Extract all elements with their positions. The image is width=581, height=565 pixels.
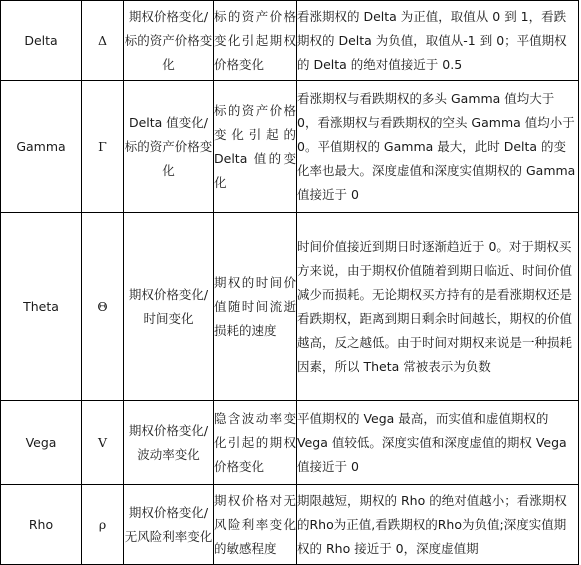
meaning-cell: 期权价格对无风险利率变化的敏感程度 (214, 485, 297, 565)
definition-cell: Delta 值变化/标的资产价格变化 (124, 81, 214, 213)
table-row (1, 401, 579, 485)
greek-symbol-cell: Δ (82, 1, 124, 81)
notes-cell: 看涨期权的 Delta 为正值，取值从 0 到 1，看跌期权的 Delta 为负值，取值从-1 到 0；平值期权的 Delta 的绝对值接近于 0.5 (297, 1, 579, 81)
meaning-cell: 标的资产价格变化引起的 Delta 值的变化 (214, 81, 297, 213)
definition-cell: 期权价格变化/时间变化 (124, 213, 214, 401)
table-row (1, 81, 579, 213)
table-row (1, 1, 579, 81)
meaning-cell: 隐含波动率变化引起的期权价格变化 (214, 401, 297, 485)
definition-cell: 期权价格变化/无风险利率变化 (124, 485, 214, 565)
greek-name-cell: Rho (1, 485, 82, 565)
greek-name-cell: Theta (1, 213, 82, 401)
definition-cell: 期权价格变化/波动率变化 (124, 401, 214, 485)
greek-symbol-cell: Θ (82, 213, 124, 401)
greek-symbol-cell: ρ (82, 485, 124, 565)
meaning-cell: 标的资产价格变化引起期权价格变化 (214, 1, 297, 81)
definition-cell: 期权价格变化/标的资产价格变化 (124, 1, 214, 81)
greek-name-cell: Vega (1, 401, 82, 485)
table-row (1, 485, 579, 565)
meaning-cell: 期权的时间价值随时间流逝损耗的速度 (214, 213, 297, 401)
notes-cell: 看涨期权与看跌期权的多头 Gamma 值均大于 0，看涨期权与看跌期权的空头 Gamma 值均小于 0。平值期权的 Gamma 最大，此时 Delta 的变化率也最大。深度虚值和深度实值期权的 Gamma 值接近于 0 (297, 81, 579, 213)
notes-cell: 期限越短，期权的 Rho 的绝对值越小；看涨期权的Rho为正值,看跌期权的Rho为负值;深度实值期权的 Rho 接近于 0，深度虚值期 (297, 485, 579, 565)
greek-symbol-cell: V (82, 401, 124, 485)
greek-symbol-cell: Γ (82, 81, 124, 213)
greek-name-cell: Delta (1, 1, 82, 81)
notes-cell: 时间价值接近到期日时逐渐趋近于 0。对于期权买方来说，由于期权价值随着到期日临近、时间价值减少而损耗。无论期权买方持有的是看涨期权还是看跌期权，距离到期日剩余时间越长，期权的价值越高，反之越低。由于时间对期权来说是一种损耗因素，所以 Theta 常被表示为负数 (297, 213, 579, 401)
table-row (1, 213, 579, 401)
greek-name-cell: Gamma (1, 81, 82, 213)
notes-cell: 平值期权的 Vega 最高，而实值和虚值期权的 Vega 值较低。深度实值和深度虚值的期权 Vega 值接近于 0 (297, 401, 579, 485)
